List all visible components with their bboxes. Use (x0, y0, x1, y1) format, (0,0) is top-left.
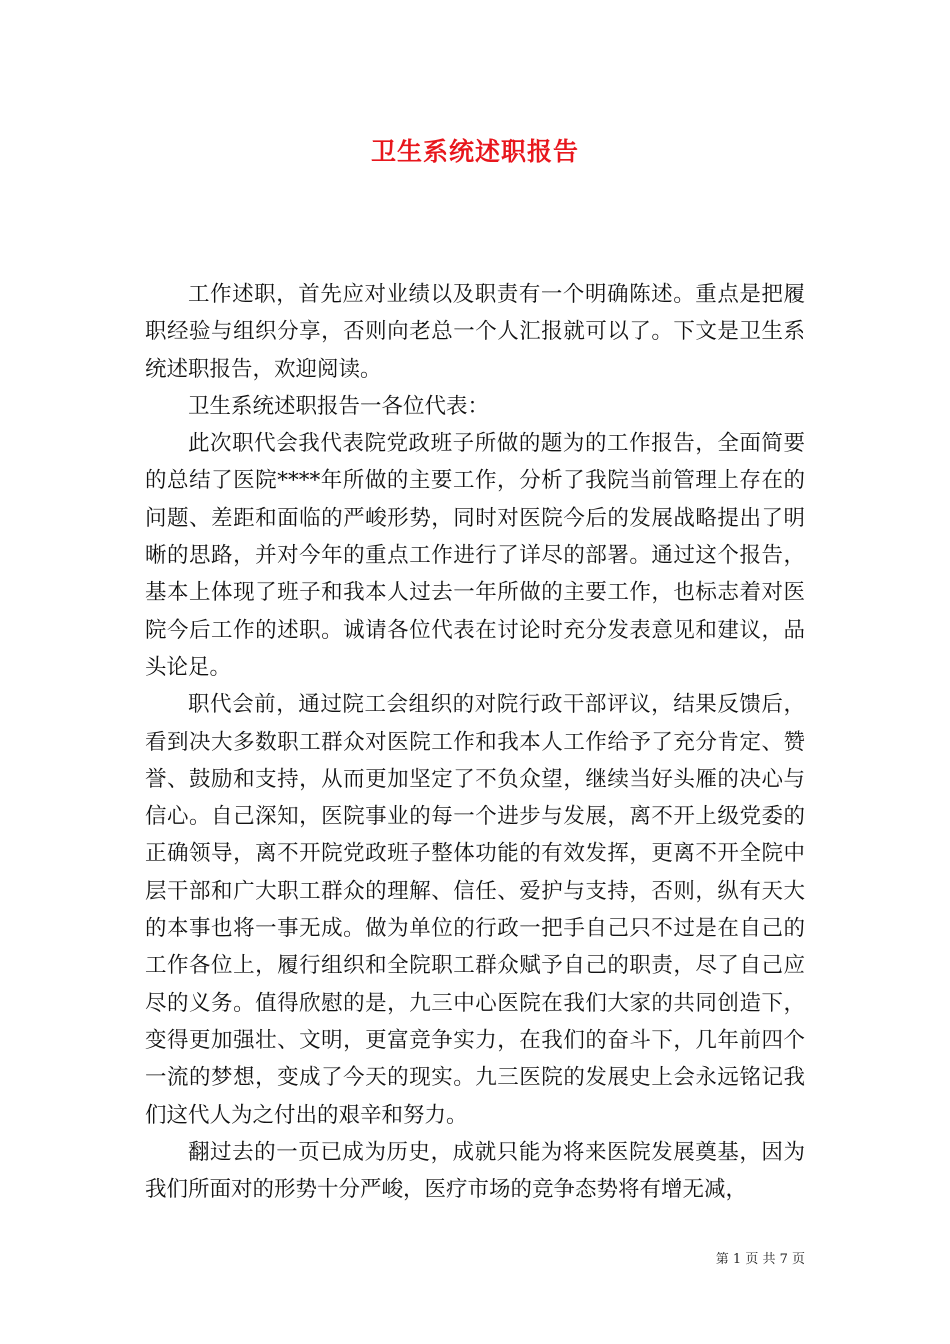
document-body (145, 276, 805, 1208)
paragraph-feedback: 职代会前，通过院工会组织的对院行政干部评议，结果反馈后，看到决大多数职工群众对医院工作和我本人工作给予了充分肯定、赞誉、鼓励和支持，从而更加坚定了不负众望，继续当好头雁的决心与信心。自己深知，医院事业的每一个进步与发展，离不开上级党委的正确领导，离不开院党政班子整体功能的有效发挥，更离不开全院中层干部和广大职工群众的理解、信任、爱护与支持，否则，纵有天大的本事也将一事无成。做为单位的行政一把手自己只不过是在自己的工作各位上，履行组织和全院职工群众赋予自己的职责，尽了自己应尽的义务。值得欣慰的是，九三中心医院在我们大家的共同创造下，变得更加强壮、文明，更富竞争实力，在我们的奋斗下，几年前四个一流的梦想，变成了今天的现实。九三医院的发展史上会永远铭记我们这代人为之付出的艰辛和努力。 (145, 692, 805, 1128)
paragraph-summary: 此次职代会我代表院党政班子所做的题为的工作报告，全面简要的总结了医院****年所做的主要工作，分析了我院当前管理上存在的问题、差距和面临的严峻形势，同时对医院今后的发展战略提出了明晰的思路，并对今年的重点工作进行了详尽的部署。通过这个报告，基本上体现了班子和我本人过去一年所做的主要工作，也标志着对医院今后工作的述职。诚请各位代表在讨论时充分发表意见和建议，品头论足。 (145, 431, 805, 680)
paragraph-salutation: 卫生系统述职报告一各位代表： (188, 393, 490, 419)
page-number: 第 1 页 共 7 页 (715, 1252, 805, 1267)
document-title: 卫生系统述职报告 (370, 137, 579, 166)
paragraph-intro: 工作述职，首先应对业绩以及职责有一个明确陈述。重点是把履职经验与组织分享，否则向老总一个人汇报就可以了。下文是卫生系统述职报告，欢迎阅读。 (145, 282, 805, 382)
paragraph-outlook: 翻过去的一页已成为历史，成就只能为将来医院发展奠基，因为我们所面对的形势十分严峻，医疗市场的竞争态势将有增无减， (145, 1139, 805, 1203)
